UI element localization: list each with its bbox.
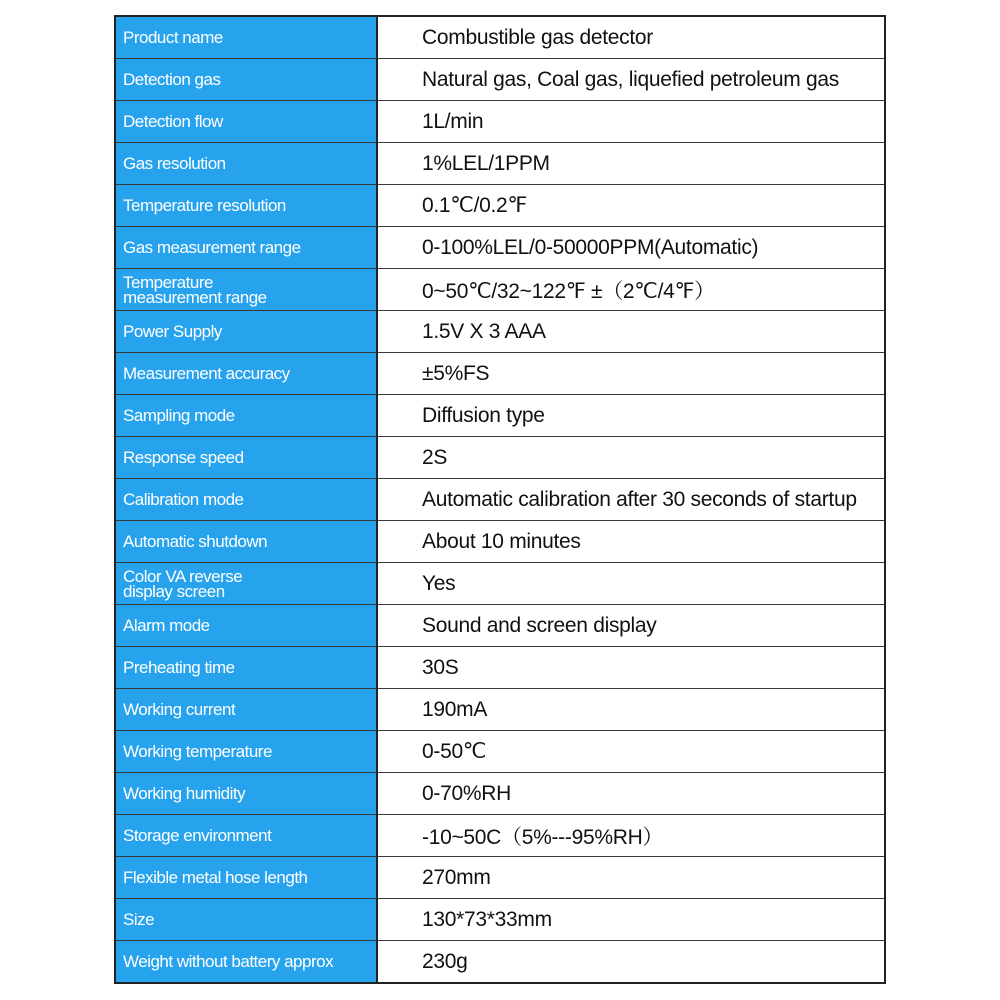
spec-label: Temperature resolution — [115, 185, 377, 227]
spec-label: Flexible metal hose length — [115, 857, 377, 899]
spec-value: 1.5V X 3 AAA — [377, 311, 885, 353]
spec-value: Diffusion type — [377, 395, 885, 437]
spec-label: Working current — [115, 689, 377, 731]
spec-value: 0-70%RH — [377, 773, 885, 815]
spec-label: Sampling mode — [115, 395, 377, 437]
spec-value: ±5%FS — [377, 353, 885, 395]
spec-value: 270mm — [377, 857, 885, 899]
spec-value: Sound and screen display — [377, 605, 885, 647]
spec-row-product-name — [115, 16, 885, 59]
spec-value: -10~50C（5%---95%RH） — [377, 815, 885, 857]
spec-value: 190mA — [377, 689, 885, 731]
spec-row-preheating-time — [115, 647, 885, 689]
spec-value: 0.1℃/0.2℉ — [377, 185, 885, 227]
spec-label: Measurement accuracy — [115, 353, 377, 395]
spec-value: 2S — [377, 437, 885, 479]
spec-row-detection-gas — [115, 59, 885, 101]
spec-row-size — [115, 899, 885, 941]
spec-value: 230g — [377, 941, 885, 984]
spec-label: Color VA reverse display screen — [115, 563, 377, 605]
spec-row-calibration-mode — [115, 479, 885, 521]
spec-value: Automatic calibration after 30 seconds of startup — [377, 479, 885, 521]
spec-row-gas-measurement-range — [115, 227, 885, 269]
spec-value: About 10 minutes — [377, 521, 885, 563]
spec-label: Detection gas — [115, 59, 377, 101]
spec-value: 0-100%LEL/0-50000PPM(Automatic) — [377, 227, 885, 269]
spec-value: 30S — [377, 647, 885, 689]
spec-row-working-humidity — [115, 773, 885, 815]
spec-label: Product name — [115, 16, 377, 59]
spec-row-storage-environment — [115, 815, 885, 857]
spec-label: Storage environment — [115, 815, 377, 857]
spec-row-temperature-resolution — [115, 185, 885, 227]
spec-value: 1L/min — [377, 101, 885, 143]
spec-label: Size — [115, 899, 377, 941]
spec-row-working-temperature — [115, 731, 885, 773]
spec-label: Weight without battery approx — [115, 941, 377, 984]
spec-value: 0-50℃ — [377, 731, 885, 773]
spec-label: Working humidity — [115, 773, 377, 815]
spec-row-working-current — [115, 689, 885, 731]
spec-row-alarm-mode — [115, 605, 885, 647]
spec-label: Temperature measurement range — [115, 269, 377, 311]
spec-label: Preheating time — [115, 647, 377, 689]
spec-label: Gas resolution — [115, 143, 377, 185]
specification-rows — [115, 16, 885, 983]
spec-value: Natural gas, Coal gas, liquefied petroleum gas — [377, 59, 885, 101]
spec-row-sampling-mode — [115, 395, 885, 437]
spec-row-response-speed — [115, 437, 885, 479]
spec-label: Response speed — [115, 437, 377, 479]
spec-row-measurement-accuracy — [115, 353, 885, 395]
spec-value: Yes — [377, 563, 885, 605]
spec-row-power-supply — [115, 311, 885, 353]
spec-row-automatic-shutdown — [115, 521, 885, 563]
spec-label: Calibration mode — [115, 479, 377, 521]
spec-row-gas-resolution — [115, 143, 885, 185]
spec-row-weight — [115, 941, 885, 984]
specification-table — [114, 15, 886, 984]
spec-value: Combustible gas detector — [377, 16, 885, 59]
spec-label: Working temperature — [115, 731, 377, 773]
spec-row-detection-flow — [115, 101, 885, 143]
spec-label: Alarm mode — [115, 605, 377, 647]
spec-value: 130*73*33mm — [377, 899, 885, 941]
spec-label: Automatic shutdown — [115, 521, 377, 563]
spec-label: Gas measurement range — [115, 227, 377, 269]
spec-row-display-screen — [115, 563, 885, 605]
spec-label: Power Supply — [115, 311, 377, 353]
spec-row-temperature-measurement-range — [115, 269, 885, 311]
spec-value: 1%LEL/1PPM — [377, 143, 885, 185]
spec-row-hose-length — [115, 857, 885, 899]
spec-label: Detection flow — [115, 101, 377, 143]
spec-value: 0~50℃/32~122℉ ±（2℃/4℉） — [377, 269, 885, 311]
